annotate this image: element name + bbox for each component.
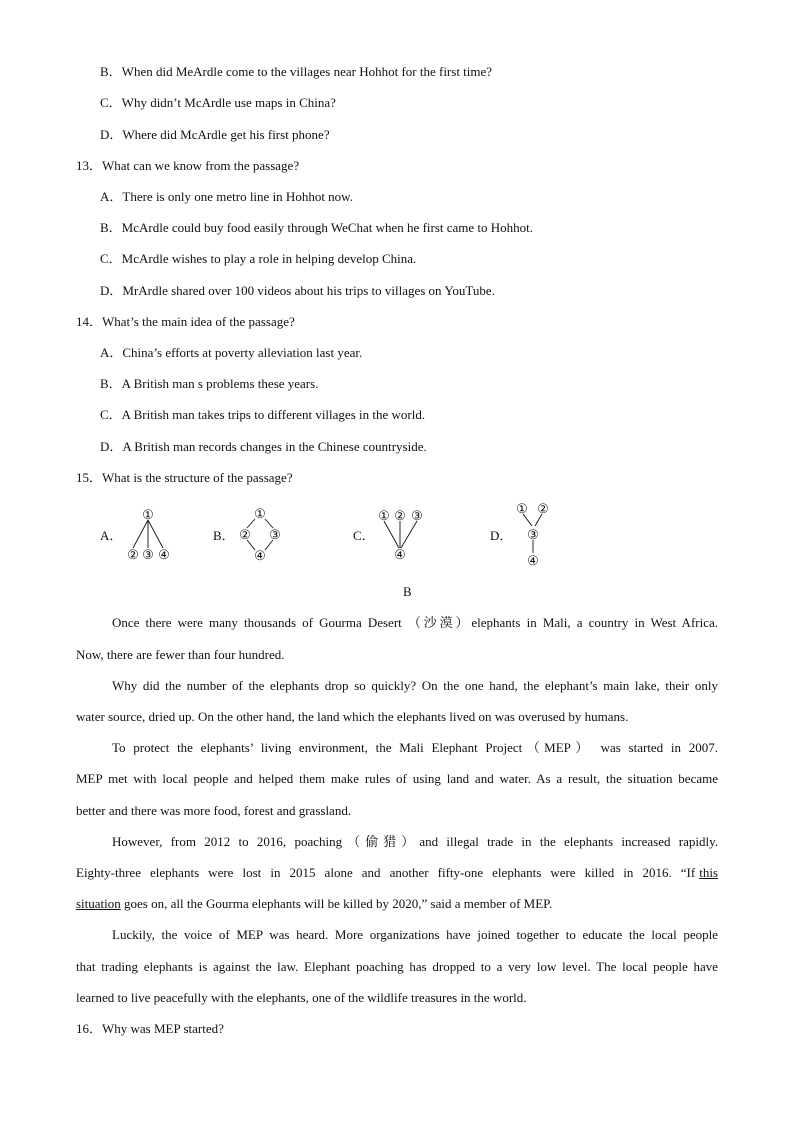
q12-option-c: C．Why didn’t McArdle use maps in China? [100,95,336,110]
passage-p5-line3: learned to live peacefully with the elephants, one of the wildlife treasures in the world. [76,990,527,1005]
q12-option-d: D．Where did McArdle get his first phone? [100,127,330,142]
q15-label-b: B． [213,528,235,543]
passage-p5-line2: that trading elephants is against the law. Elephant poaching has dropped to a very low level. The local people have [76,959,718,974]
b-node-4: ④ [254,548,266,563]
q13-option-b: B．McArdle could buy food easily through WeChat when he first came to Hohhot. [100,220,534,235]
b-node-2: ② [239,527,251,542]
passage-p1-line1: Once there were many thousands of Gourma Desert （沙漠）elephants in Mali, a country in West Africa. [112,615,718,630]
passage-p4-line3-text: goes on, all the Gourma elephants will be killed by 2020,” said a member of MEP. [120,896,553,911]
q16-stem: 16．Why was MEP started? [76,1021,224,1036]
b-node-3: ③ [269,527,281,542]
passage-p2-line1: Why did the number of the elephants drop so quickly? On the one hand, the elephant’s main lake, their only [112,678,718,693]
c-node-1: ① [378,508,390,523]
q14-option-c: C．A British man takes trips to different villages in the world. [100,407,426,422]
q13-stem: 13．What can we know from the passage? [76,158,300,173]
q15-label-c: C． [353,528,375,543]
q15-label-d: D． [490,528,513,543]
q12-option-b: B．When did MeArdle come to the villages near Hohhot for the first time? [100,64,493,79]
b-node-1: ① [254,506,266,521]
passage-p5-line1: Luckily, the voice of MEP was heard. More organizations have joined together to educate the local people [112,927,718,942]
passage-p4-line1: However, from 2012 to 2016, poaching（偷猎）and illegal trade in the elephants increased rapidly. [112,834,718,849]
c-node-3: ③ [411,508,423,523]
d-node-4: ④ [527,553,539,568]
c-node-4: ④ [394,547,406,562]
q14-option-b: B．A British man s problems these years. [100,376,319,391]
a-node-3: ③ [142,547,154,562]
passage-p3-line2: MEP met with local people and helped them make rules of using land and water. As a result, the situation became [76,771,718,786]
passage-p2-line2: water source, dried up. On the other hand, the land which the elephants lived on was overused by humans. [76,709,629,724]
underlined-situation: situation [76,896,121,911]
q13-option-d: D．MrArdle shared over 100 videos about his trips to villages on YouTube. [100,283,495,298]
q15-label-a: A． [100,528,123,543]
passage-p4-line2-text: Eighty-three elephants were lost in 2015 alone and another fifty-one elephants were killed in 2016. “If [76,865,696,880]
passage-p4-line3 [76,896,552,912]
q14-option-d: D．A British man records changes in the Chinese countryside. [100,439,427,454]
passage-p4-line2 [76,865,718,881]
underlined-this: this [699,865,718,880]
passage-p1-line2: Now, there are fewer than four hundred. [76,647,285,662]
q13-option-a: A．There is only one metro line in Hohhot now. [100,189,353,204]
d-node-1: ① [516,501,528,516]
a-node-1: ① [142,507,154,522]
d-node-3: ③ [527,527,539,542]
q14-stem: 14．What’s the main idea of the passage? [76,314,295,329]
a-node-2: ② [127,547,139,562]
c-node-2: ② [394,508,406,523]
q13-option-c: C．McArdle wishes to play a role in helping develop China. [100,251,417,266]
a-node-4: ④ [158,547,170,562]
d-node-2: ② [537,501,549,516]
q15-stem: 15．What is the structure of the passage? [76,470,293,485]
q14-option-a: A．China’s efforts at poverty alleviation last year. [100,345,363,360]
passage-p3-line1: To protect the elephants’ living environment, the Mali Elephant Project（MEP） was started in 2007. [112,740,718,755]
section-title: B [403,584,412,599]
passage-p3-line3: better and there was more food, forest and grassland. [76,803,352,818]
